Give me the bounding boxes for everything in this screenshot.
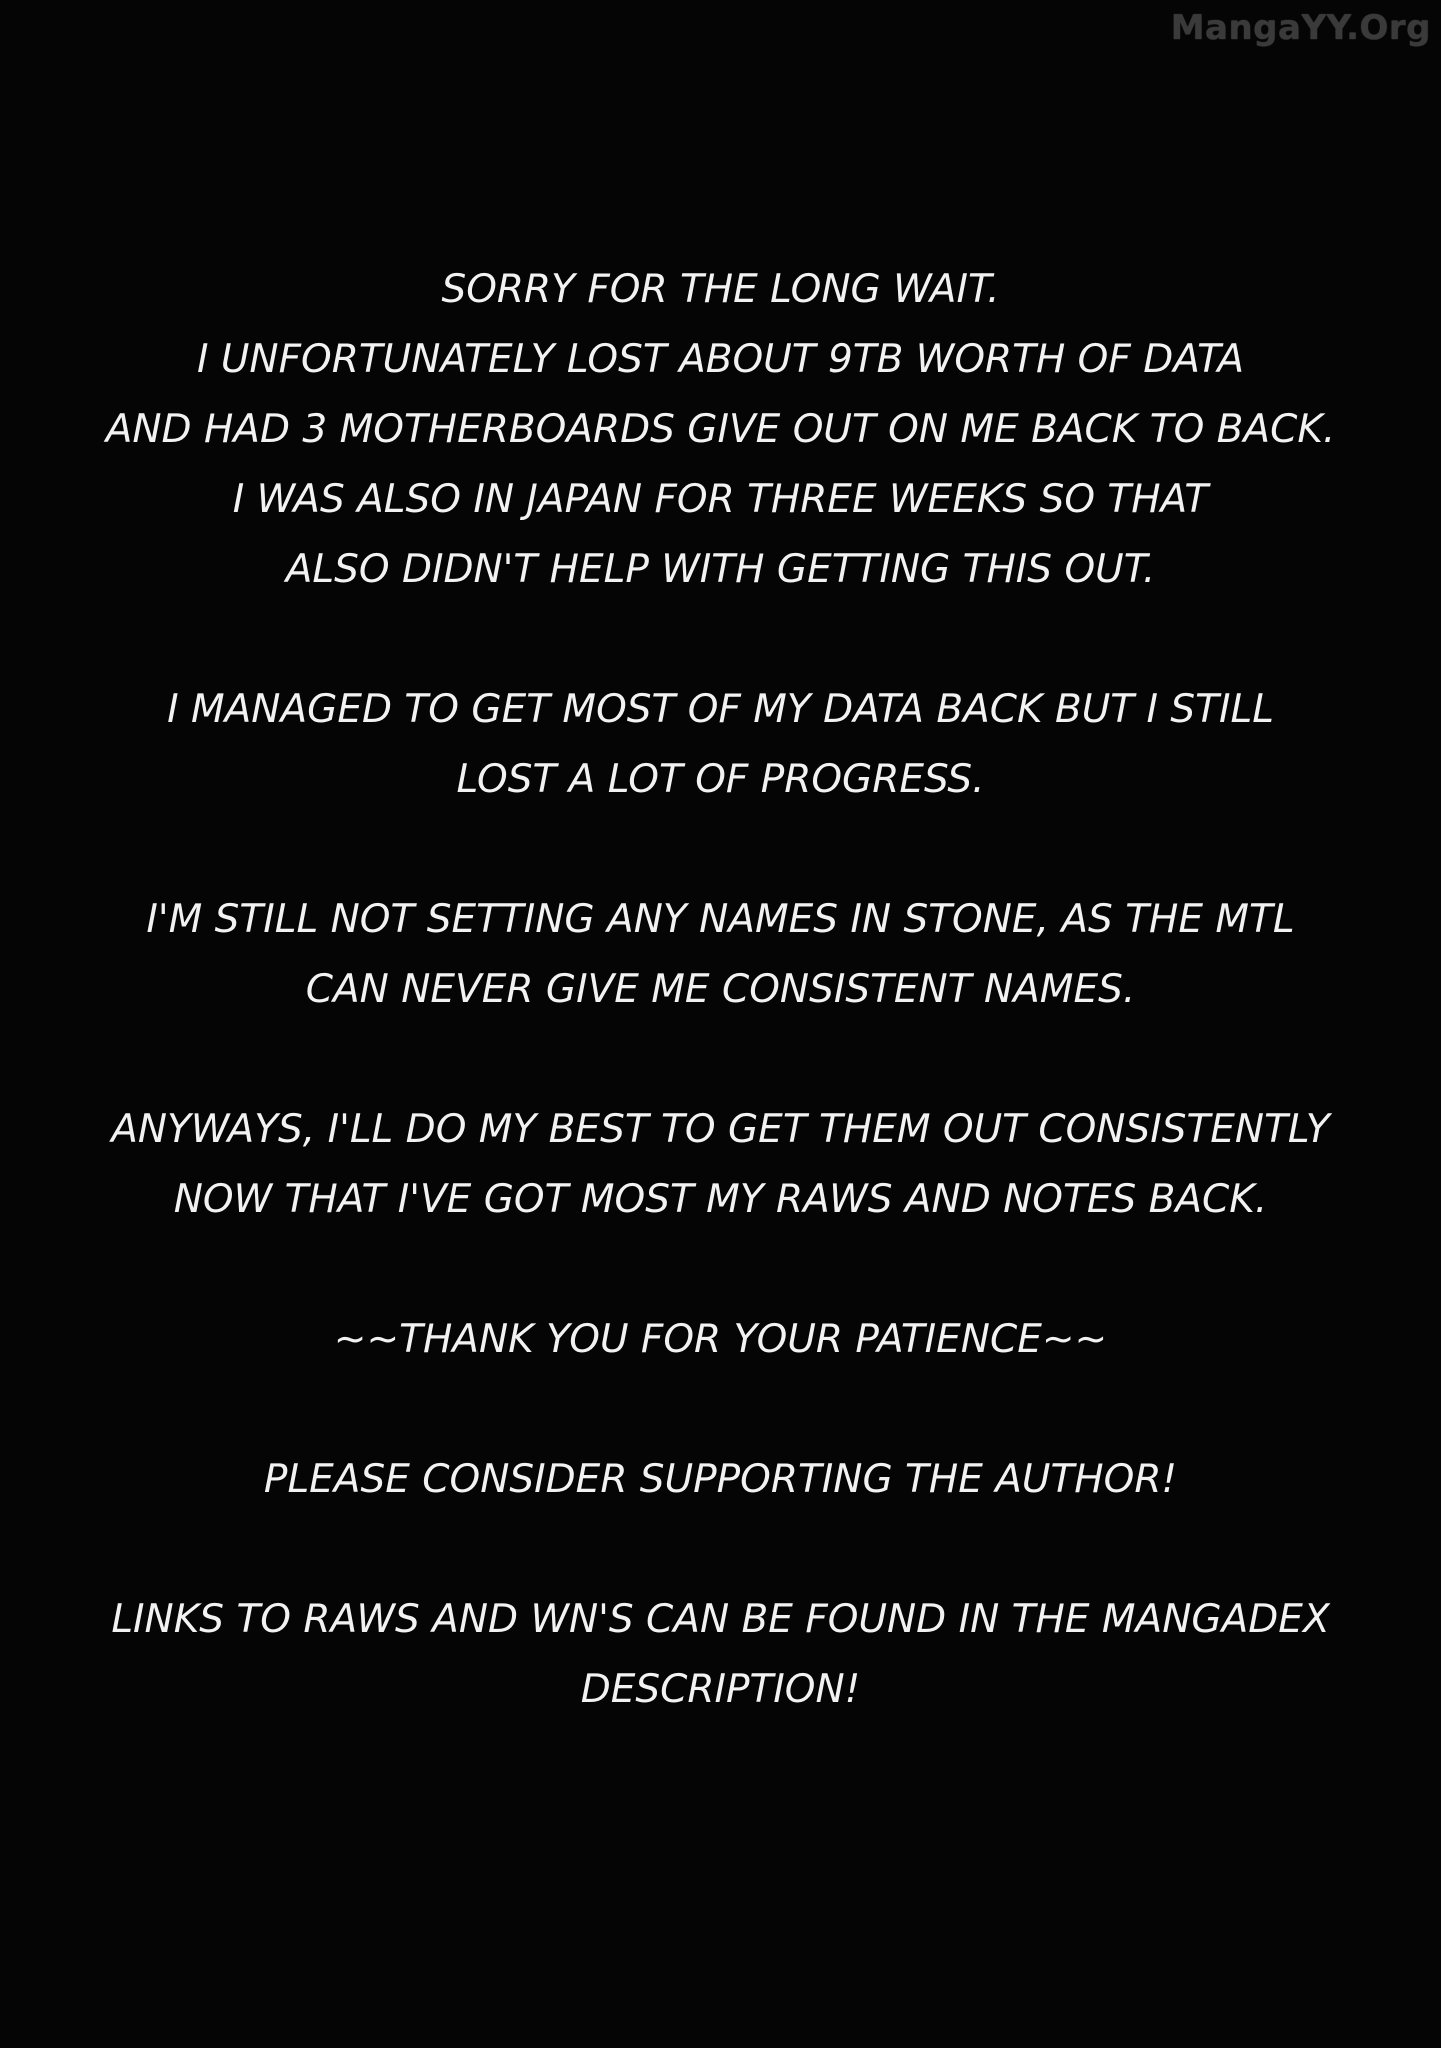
note-line: LOST A LOT OF PROGRESS. (456, 757, 985, 802)
note-line: I WAS ALSO IN JAPAN FOR THREE WEEKS SO THAT (232, 477, 1209, 522)
note-paragraph-thanks (0, 1305, 1441, 1375)
site-watermark: MangaYY.Org (1170, 8, 1431, 48)
note-paragraph-support (0, 1445, 1441, 1515)
note-paragraph-data-recovery (0, 675, 1441, 815)
note-paragraph-schedule (0, 1095, 1441, 1235)
note-line: CAN NEVER GIVE ME CONSISTENT NAMES. (305, 967, 1136, 1012)
note-line: PLEASE CONSIDER SUPPORTING THE AUTHOR! (263, 1457, 1178, 1502)
note-line: I'M STILL NOT SETTING ANY NAMES IN STONE, AS THE MTL (146, 897, 1295, 942)
note-line: I UNFORTUNATELY LOST ABOUT 9TB WORTH OF DATA (196, 337, 1245, 382)
note-line: I MANAGED TO GET MOST OF MY DATA BACK BUT I STILL (167, 687, 1274, 732)
note-paragraph-names (0, 885, 1441, 1025)
translator-note (0, 255, 1441, 1725)
note-line: SORRY FOR THE LONG WAIT. (441, 267, 1000, 312)
note-paragraph-links (0, 1585, 1441, 1725)
note-line: LINKS TO RAWS AND WN'S CAN BE FOUND IN THE MANGADEX (111, 1597, 1330, 1642)
note-line: AND HAD 3 MOTHERBOARDS GIVE OUT ON ME BACK TO BACK. (105, 407, 1336, 452)
note-line: NOW THAT I'VE GOT MOST MY RAWS AND NOTES BACK. (173, 1177, 1268, 1222)
note-line: ALSO DIDN'T HELP WITH GETTING THIS OUT. (285, 547, 1156, 592)
note-line: DESCRIPTION! (580, 1667, 861, 1712)
note-paragraph-apology (0, 255, 1441, 605)
note-line: ANYWAYS, I'LL DO MY BEST TO GET THEM OUT CONSISTENTLY (111, 1107, 1330, 1152)
note-line: ~~THANK YOU FOR YOUR PATIENCE~~ (333, 1317, 1108, 1362)
